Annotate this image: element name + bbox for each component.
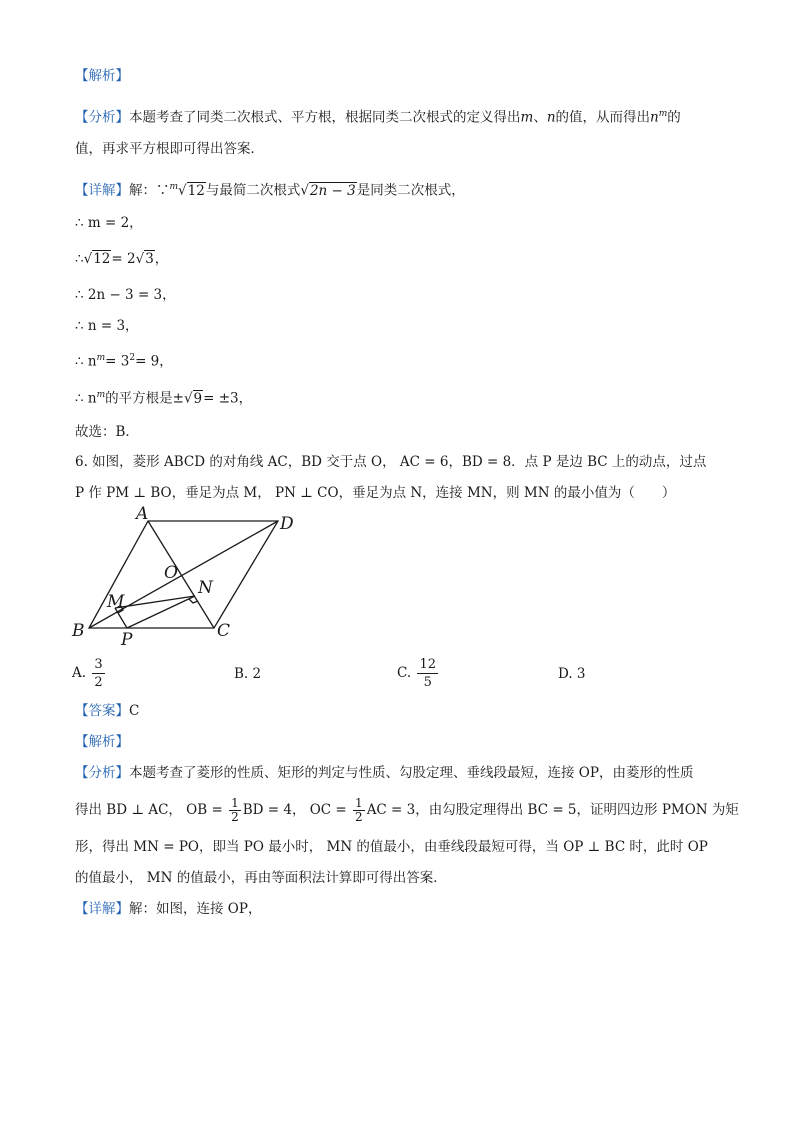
radicand: 2n − 3 (309, 182, 356, 199)
var-n: n (650, 109, 659, 126)
text: 解：如图，连接 OP， (129, 901, 262, 917)
option-a-fraction (92, 656, 104, 691)
exp-2: 2 (129, 353, 136, 363)
radicand: 12 (93, 251, 111, 267)
var-n: n (546, 109, 556, 126)
radical-sign-icon: √ (178, 182, 187, 199)
text: 本题考查了菱形的性质、矩形的判定与性质、勾股定理、垂线段最短，连接 OP，由菱形的性质 (129, 765, 694, 781)
option-c-label: C. (397, 665, 412, 681)
radical-sign-icon: √ (83, 251, 93, 267)
root-index: m (169, 182, 179, 192)
text: 的 (667, 109, 681, 126)
rhombus-figure (60, 505, 320, 655)
fraction-half (229, 797, 241, 824)
analysis2-line-4: 的值最小， MN 的值最小，再由等面积法计算即可得出答案． (75, 870, 447, 886)
text: 本题考查了同类二次根式、平方根，根据同类二次根式的定义得出 (129, 109, 521, 126)
text: AC = 3，由勾股定理得出 BC = 5，证明四边形 PMON 为矩 (366, 802, 739, 818)
numerator: 12 (419, 657, 436, 672)
step-2 (75, 249, 168, 269)
radicand: 12 (187, 182, 205, 199)
label-o: O (164, 563, 178, 583)
answer-heading (75, 701, 139, 721)
step-3: ∴ 2n − 3 = 3， (75, 287, 176, 303)
option-a[interactable] (72, 656, 107, 691)
denominator: 2 (231, 810, 239, 824)
analysis-heading-2: 【解析】 (75, 734, 129, 750)
option-d[interactable]: D. 3 (558, 666, 586, 682)
text: ∴ n (75, 390, 97, 407)
step-1: ∴ m = 2， (75, 215, 143, 231)
option-b[interactable]: B. 2 (234, 666, 262, 682)
numerator: 1 (231, 796, 239, 810)
numerator: 3 (94, 657, 103, 672)
text: = 3 (105, 353, 130, 370)
analysis-line-2: 值，再求平方根即可得出答案． (75, 141, 264, 157)
radical-sign-icon: √ (300, 182, 309, 199)
label-b: B (72, 621, 85, 641)
option-c-fraction (417, 656, 438, 691)
detail2-line (75, 899, 261, 919)
detail-line (75, 177, 465, 201)
text: ， (154, 251, 169, 267)
analysis2-line-3: 形，得出 MN = PO，即当 PO 最小时， MN 的值最小，由垂线段最短可得，当 OP ⊥ BC 时，此时 OP (75, 839, 708, 855)
denominator: 2 (94, 675, 103, 690)
label-a: A (136, 505, 149, 524)
label-d: D (280, 514, 294, 534)
text: 、 (533, 109, 547, 126)
var-m: m (520, 109, 534, 126)
daan-tag: 【答案】 (75, 703, 129, 719)
exp-m: m (658, 109, 668, 119)
diagonal-ac (148, 521, 214, 628)
text: 是同类二次根式， (356, 182, 465, 199)
answer-value: C (129, 703, 140, 719)
text: ∴ n (75, 353, 97, 370)
text: = ±3， (203, 390, 253, 407)
label-c: C (217, 621, 231, 641)
radical-sign-icon: √ (183, 390, 193, 407)
radicand: 3 (145, 251, 154, 267)
analysis2-line-1 (75, 763, 693, 783)
fenxi-tag: 【分析】 (75, 765, 129, 781)
denominator: 2 (355, 810, 363, 824)
text: 的平方根是± (105, 390, 184, 407)
text: 与最简二次根式 (205, 182, 301, 199)
numerator: 1 (355, 796, 363, 810)
radicand: 9 (193, 390, 203, 407)
exp-m: m (96, 390, 106, 400)
fenxi-tag: 【分析】 (75, 109, 129, 126)
option-a-label: A. (72, 665, 87, 681)
step-5 (75, 348, 173, 372)
step-6 (75, 385, 252, 409)
question-6-line-2: P 作 PM ⊥ BO，垂足为点 M， PN ⊥ CO，垂足为点 N，连接 MN，则 MN 的最小值为（ ） (75, 485, 676, 501)
option-c[interactable] (397, 656, 440, 691)
text: BD = 4， OC = (242, 802, 347, 818)
question-6-line-1: 6. 如图，菱形 ABCD 的对角线 AC，BD 交于点 O， AC = 6，BD = 8．点 P 是边 BC 上的动点，过点 (75, 454, 707, 470)
fraction-half (353, 797, 365, 824)
text: 解：∵ (129, 182, 170, 199)
label-m: M (107, 592, 125, 612)
answer-line: 故选：B． (75, 424, 139, 440)
exp-m: m (96, 353, 106, 363)
analysis2-line-2 (75, 797, 739, 824)
radical-sign-icon: √ (135, 251, 145, 267)
text: ∴ (75, 251, 84, 267)
denominator: 5 (423, 675, 432, 690)
text: = 2 (111, 251, 136, 267)
analysis-heading: 【解析】 (75, 68, 129, 84)
analysis-line-1 (75, 104, 681, 128)
step-4: ∴ n = 3， (75, 318, 139, 334)
text: 得出 BD ⊥ AC， OB = (75, 802, 223, 818)
label-p: P (121, 630, 133, 650)
xiangjie-tag: 【详解】 (75, 901, 129, 917)
text: 的值，从而得出 (555, 109, 651, 126)
label-n: N (198, 578, 213, 598)
text: = 9， (135, 353, 173, 370)
xiangjie-tag: 【详解】 (75, 182, 129, 199)
